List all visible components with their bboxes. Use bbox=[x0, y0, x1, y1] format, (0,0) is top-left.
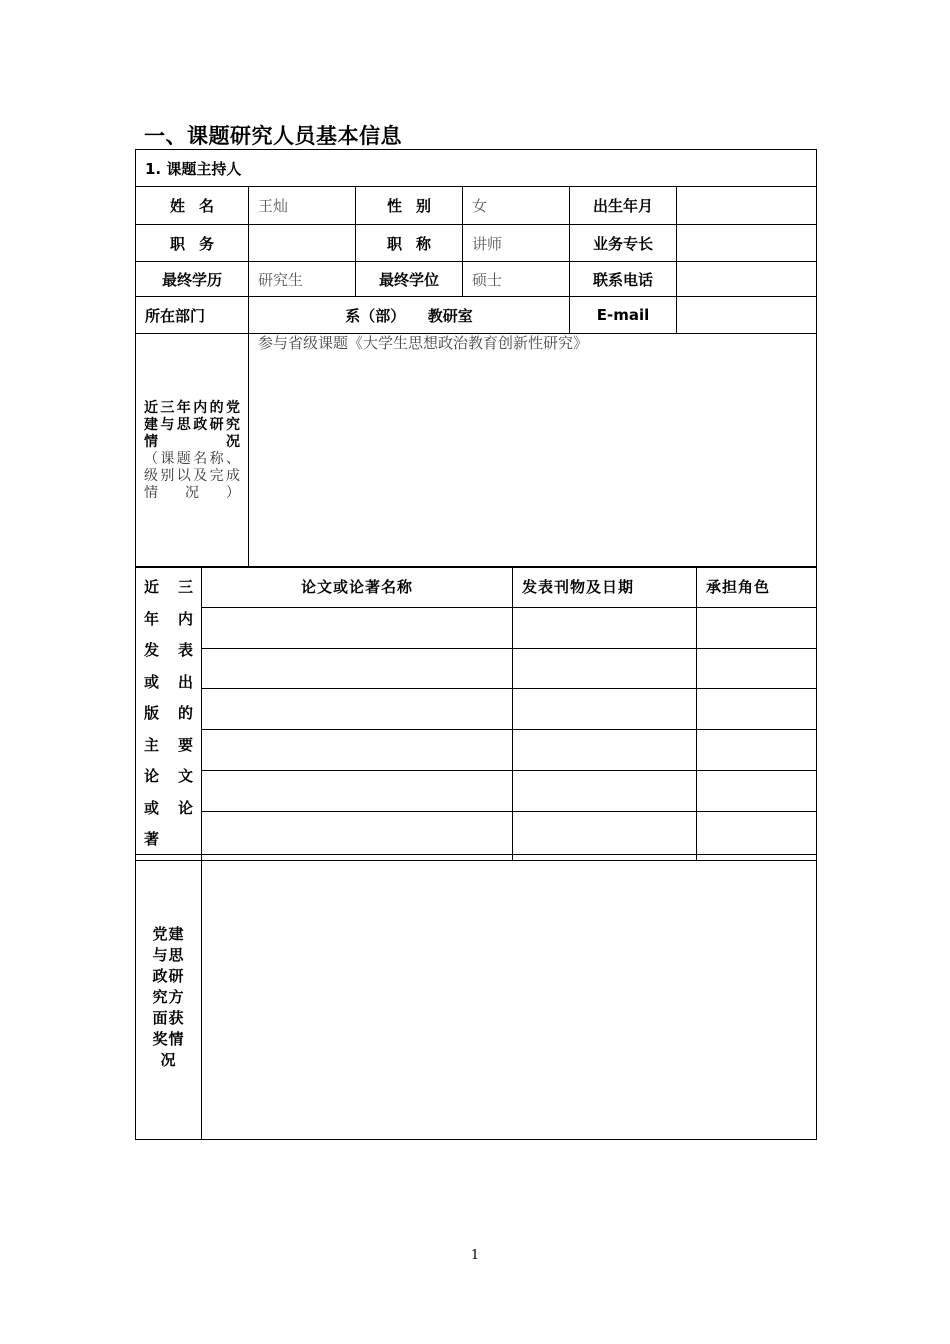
degree-label: 最终学位 bbox=[356, 262, 463, 297]
page-number: 1 bbox=[470, 1248, 480, 1263]
title-label: 职称 bbox=[356, 225, 463, 262]
pub-role-cell[interactable] bbox=[697, 730, 817, 771]
publications-label-char: 内 bbox=[177, 609, 193, 628]
pub-journal-cell[interactable] bbox=[513, 771, 697, 812]
pub-journal-cell[interactable] bbox=[513, 689, 697, 730]
publications-label-char: 文 bbox=[177, 767, 193, 785]
section-title: 一、课题研究人员基本信息 bbox=[144, 124, 402, 148]
birth-label: 出生年月 bbox=[570, 187, 677, 225]
publications-label-char: 版 bbox=[144, 704, 160, 722]
table-row bbox=[136, 607, 817, 648]
degree-field[interactable]: 硕士 bbox=[463, 262, 570, 297]
publications-label-char: 发 bbox=[144, 641, 160, 659]
duty-label: 职务 bbox=[136, 225, 249, 262]
specialty-label: 业务专长 bbox=[570, 225, 677, 262]
education-label: 最终学历 bbox=[136, 262, 249, 297]
pub-role-cell[interactable] bbox=[697, 607, 817, 648]
pub-journal-cell[interactable] bbox=[513, 607, 697, 648]
gender-field[interactable]: 女 bbox=[463, 187, 570, 225]
pub-title-cell[interactable] bbox=[202, 771, 513, 812]
email-field[interactable] bbox=[677, 297, 817, 334]
research-label bbox=[136, 334, 249, 568]
publications-label-char: 出 bbox=[177, 672, 193, 691]
awards-content[interactable] bbox=[202, 855, 817, 1140]
research-label-title: 近三年内的党建与思政研究情况 bbox=[144, 399, 240, 450]
email-label: E-mail bbox=[570, 297, 677, 334]
publications-label-char: 年 bbox=[144, 609, 160, 628]
education-field[interactable]: 研究生 bbox=[249, 262, 356, 297]
table-row bbox=[136, 648, 817, 689]
pub-title-cell[interactable] bbox=[202, 689, 513, 730]
header-role: 承担角色 bbox=[697, 567, 817, 608]
pub-journal-cell[interactable] bbox=[513, 730, 697, 771]
phone-label: 联系电话 bbox=[570, 262, 677, 297]
publications-label-char: 或 bbox=[144, 798, 160, 817]
pub-title-cell[interactable] bbox=[202, 607, 513, 648]
title-field[interactable]: 讲师 bbox=[463, 225, 570, 262]
header-journal-date: 发表刊物及日期 bbox=[513, 567, 697, 608]
host-heading: 1. 课题主持人 bbox=[136, 150, 817, 187]
name-field[interactable]: 王灿 bbox=[249, 187, 356, 225]
birth-field[interactable] bbox=[677, 187, 817, 225]
research-label-note: （课题名称、级别以及完成情况） bbox=[144, 450, 240, 501]
pub-title-cell[interactable] bbox=[202, 730, 513, 771]
dept-label: 所在部门 bbox=[136, 297, 249, 334]
phone-field[interactable] bbox=[677, 262, 817, 297]
gender-label: 性别 bbox=[356, 187, 463, 225]
duty-field[interactable] bbox=[249, 225, 356, 262]
host-info-table bbox=[135, 149, 817, 568]
publications-label-char: 近 bbox=[144, 578, 160, 596]
awards-label: 党建与思政研究方面获奖情况 bbox=[136, 855, 202, 1140]
pub-role-cell[interactable] bbox=[697, 771, 817, 812]
publications-label-char: 的 bbox=[177, 704, 193, 722]
publications-label-char: 或 bbox=[144, 672, 160, 691]
pub-journal-cell[interactable] bbox=[513, 648, 697, 689]
pub-title-cell[interactable] bbox=[202, 648, 513, 689]
publications-label-char: 表 bbox=[177, 641, 193, 659]
publications-label-char: 要 bbox=[177, 735, 193, 754]
table-row bbox=[136, 730, 817, 771]
publications-label-char: 主 bbox=[144, 735, 160, 754]
specialty-field[interactable] bbox=[677, 225, 817, 262]
table-row bbox=[136, 771, 817, 812]
name-label: 姓名 bbox=[136, 187, 249, 225]
publications-table bbox=[135, 566, 817, 861]
publications-label-char: 三 bbox=[177, 578, 193, 596]
publications-label-char: 论 bbox=[144, 767, 160, 785]
pub-role-cell[interactable] bbox=[697, 689, 817, 730]
awards-table bbox=[135, 854, 817, 1140]
publications-label bbox=[136, 567, 202, 861]
dept-field[interactable]: 系（部） 教研室 bbox=[249, 297, 570, 334]
publications-label-char: 著 bbox=[144, 830, 160, 848]
research-content[interactable]: 参与省级课题《大学生思想政治教育创新性研究》 bbox=[249, 334, 817, 568]
table-row bbox=[136, 689, 817, 730]
publications-label-char: 论 bbox=[177, 798, 193, 817]
pub-role-cell[interactable] bbox=[697, 648, 817, 689]
header-title: 论文或论著名称 bbox=[202, 567, 513, 608]
